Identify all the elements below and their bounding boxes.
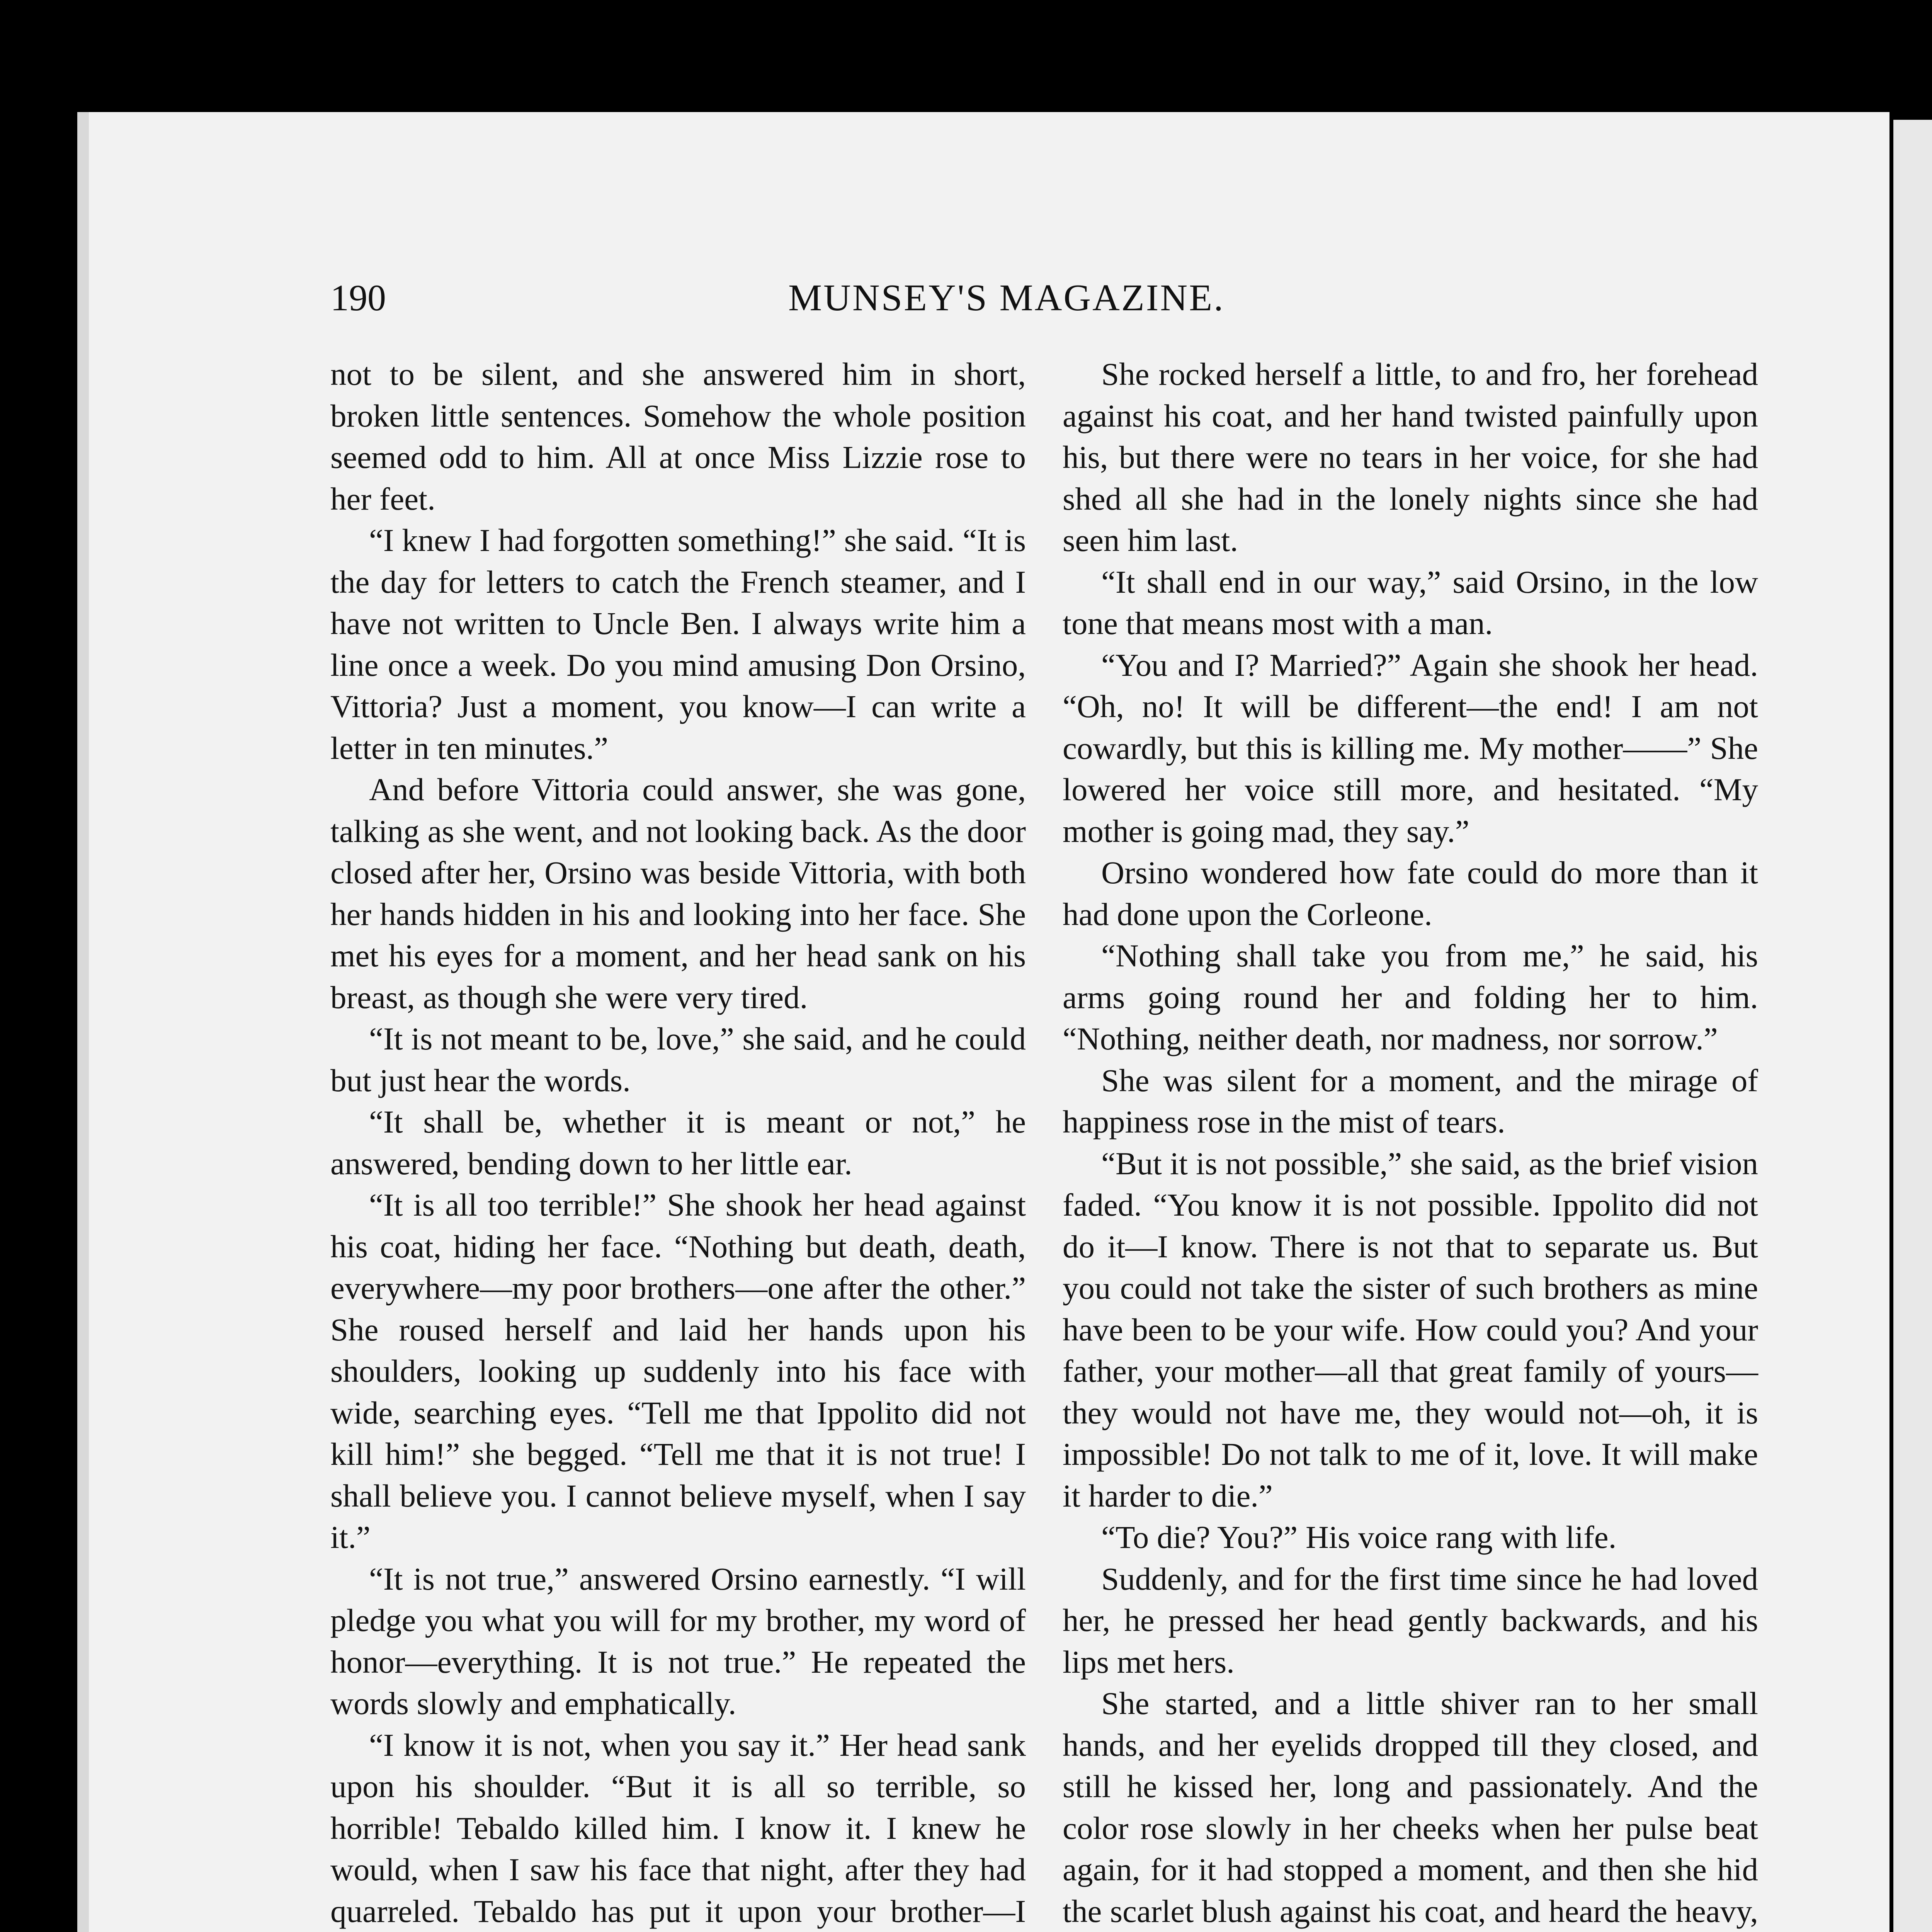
paragraph: “Nothing shall take you from me,” he said, his arms going round her and folding her to him. “Nothing, neither death, nor madness, nor sorrow.”	[1063, 938, 1758, 1056]
paragraph: “I know it is not, when you say it.” Her head sank upon his shoulder. “But it is all so terrible, so horrible! Tebaldo killed him. I know it. I knew he would, when I saw his face that night, after they had quarreled. Tebaldo has put it upon your brother—I	[330, 1727, 1026, 1929]
paragraph: She rocked herself a little, to and fro, her forehead against his coat, and her hand twisted painfully upon his, but there were no tears in her voice, for she had shed all she had in the lonely nights since she had seen him last.	[1063, 356, 1758, 558]
text-column-left	[330, 354, 1026, 1932]
paragraph: “To die? You?” His voice rang with life.	[1101, 1519, 1617, 1555]
paragraph: “I knew I had forgotten something!” she said. “It is the day for letters to catch the French steamer, and I have not written to Uncle Ben. I always write him a line once a week. Do you mind amusing Don Orsino, Vittoria? Just a moment, you know—I can write a letter in ten minutes.”	[330, 522, 1026, 766]
paragraph: “It is all too terrible!” She shook her head against his coat, hiding her face. “Nothing but death, death, everywhere—my poor brothers—one after the other.” She roused herself and laid her hands upon his shoulders, looking up suddenly into his face with wide, searching eyes. “Tell me that Ippolito did not kill him!” she begged. “Tell me that it is not true! I shall believe you. I cannot believe myself, when I say it.”	[330, 1187, 1026, 1555]
paragraph: “It is not true,” answered Orsino earnestly. “I will pledge you what you will for my brother, my word of honor—everything. It is not true.” He repeated the words slowly and emphatically.	[330, 1561, 1026, 1721]
paragraph: “But it is not possible,” she said, as the brief vision faded. “You know it is not possible. Ippolito did not do it—I know. There is not that to separate us. But you could not take the sister of such brothers as mine have been to be your wife. How could you? And your father, your mother—all that great family of yours—they would not have me, they would not—oh, it is impossible! Do not talk to me of it, love. It will make it harder to die.”	[1063, 1145, 1758, 1514]
page-number: 190	[330, 277, 386, 318]
adjacent-page-edge	[1893, 120, 1932, 1932]
paragraph: “It shall be, whether it is meant or not,” he answered, bending down to her little ear.	[330, 1104, 1026, 1181]
text-column-right	[1063, 354, 1758, 1932]
paragraph: Suddenly, and for the first time since he had loved her, he pressed her head gently backwards, and his lips met hers.	[1063, 1561, 1758, 1680]
paragraph: “You and I? Married?” Again she shook her head. “Oh, no! It will be different—the end! I am not cowardly, but this is killing me. My mother——” She lowered her voice still more, and hesitated. “My mother is going mad, they say.”	[1063, 647, 1758, 849]
paragraph: She was silent for a moment, and the mirage of happiness rose in the mist of tears.	[1063, 1062, 1758, 1139]
paragraph: not to be silent, and she answered him in short, broken little sentences. Somehow the whole position seemed odd to him. All at once Miss Lizzie rose to her feet.	[330, 356, 1026, 517]
paragraph: And before Vittoria could answer, she was gone, talking as she went, and not looking back. As the door closed after her, Orsino was beside Vittoria, with both her hands hidden in his and looking into her face. She met his eyes for a moment, and her head sank on his breast, as though she were very tired.	[330, 772, 1026, 1015]
paragraph: She started, and a little shiver ran to her small hands, and her eyelids dropped till they closed, and still he kissed her, long and passionately. And the color rose slowly in her cheeks when her pulse beat again, for it had stopped a moment, and then she hid the scarlet blush against his coat, and heard the heavy,	[1063, 1685, 1758, 1929]
paragraph: “It is not meant to be, love,” she said, and he could but just hear the words.	[330, 1021, 1026, 1098]
running-head: MUNSEY'S MAGAZINE.	[788, 277, 1225, 319]
paragraph: “It shall end in our way,” said Orsino, in the low tone that means most with a man.	[1063, 564, 1758, 641]
paragraph: Orsino wondered how fate could do more than it had done upon the Corleone.	[1063, 855, 1758, 932]
